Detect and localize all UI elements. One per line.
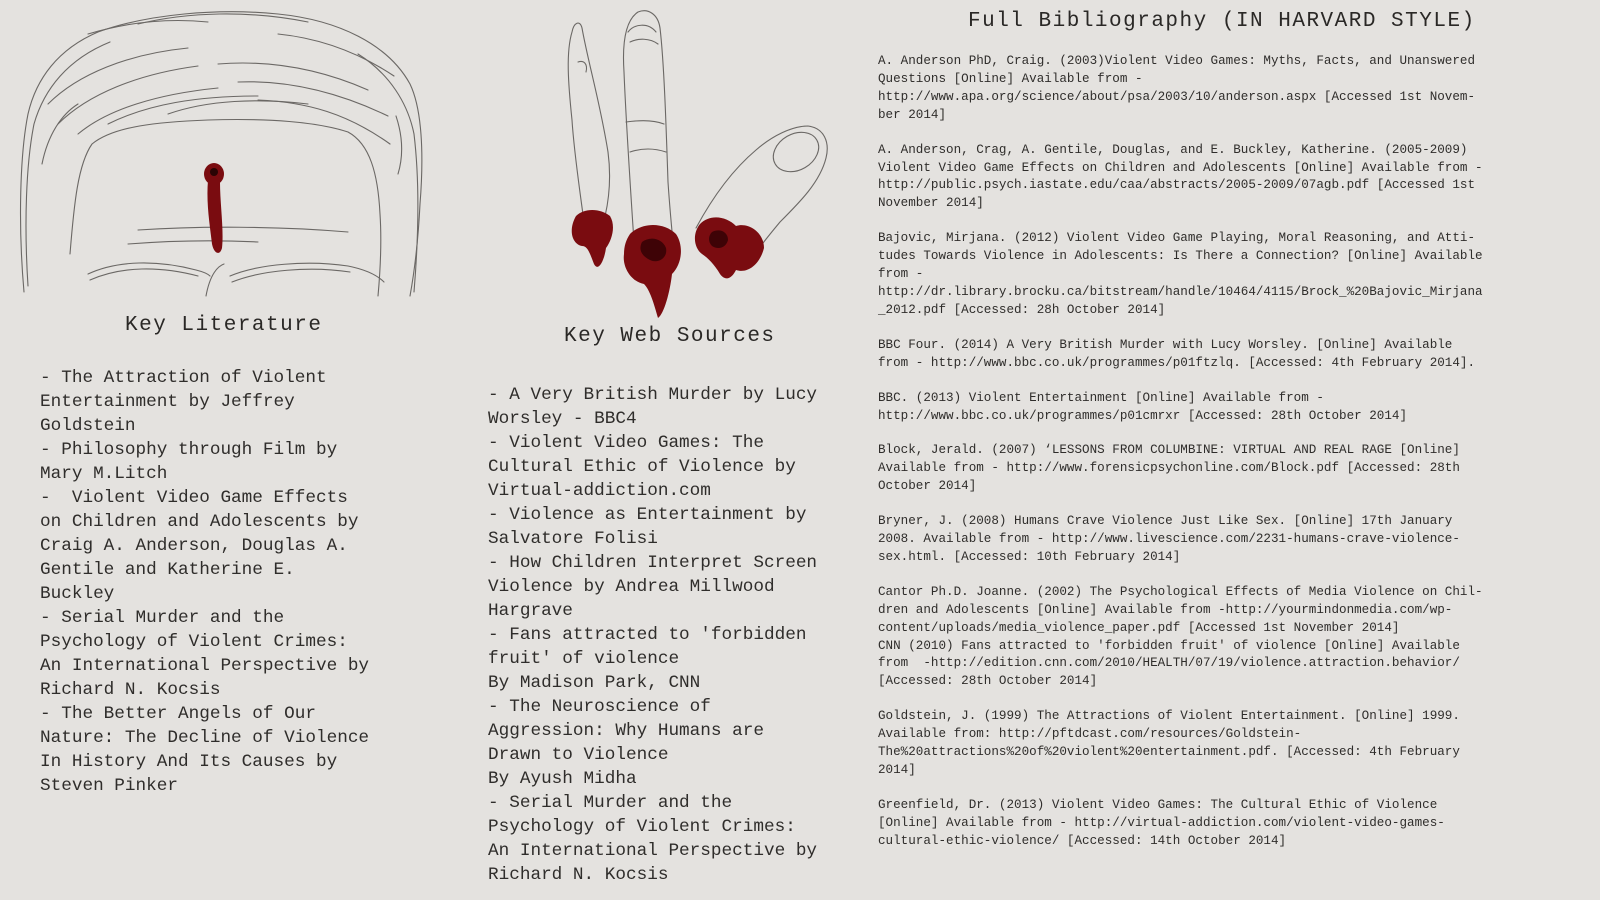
bibliography-entry: BBC Four. (2014) A Very British Murder with Lucy Worsley. [Online] Available from - http://www.bbc.co.uk/programmes/p01ftzlq. [Accessed: 4th February 2014].: [878, 337, 1476, 370]
forehead-wound-illustration: [18, 4, 428, 302]
list-item: - A Very British Murder by Lucy Worsley - BBC4: [488, 385, 818, 429]
key-literature-heading: Key Literature: [125, 314, 323, 337]
key-web-sources-heading: Key Web Sources: [564, 325, 776, 348]
list-item: - Serial Murder and the Psychology of Violent Crimes: An International Perspective by Richard N. Kocsis: [488, 793, 818, 885]
list-item: - Serial Murder and the Psychology of Violent Crimes: An International Perspective by Richard N. Kocsis: [40, 608, 370, 700]
list-item: - The Neuroscience of Aggression: Why Humans are Drawn to Violence By Ayush Midha: [488, 697, 764, 789]
list-item: - Philosophy through Film by Mary M.Litch: [40, 440, 338, 484]
bibliography-entry: Cantor Ph.D. Joanne. (2002) The Psychological Effects of Media Violence on Chil- dren and Adolescents [Online] Available from -http://yourmindonmedia.com/wp- content/uploads/media_violence_paper.pdf [Accessed 1st November 2014]: [878, 584, 1483, 635]
bibliography-entry: Block, Jerald. (2007) ‘LESSONS FROM COLUMBINE: VIRTUAL AND REAL RAGE [Online] Available from - http://www.forensicpsychonline.com/Block.pdf [Accessed: 28th October 2014]: [878, 443, 1460, 494]
bibliography-entry: A. Anderson, Crag, A. Gentile, Douglas, and E. Buckley, Katherine. (2005-2009) Violent Video Game Effects on Children and Adolescents [Online] Available from - http://public.psych.iastate.edu/caa/abstracts/2005-2009/07agb.pdf [Accessed 1st November 2014]: [878, 142, 1483, 211]
list-item: - Fans attracted to 'forbidden fruit' of violence By Madison Park, CNN: [488, 625, 807, 693]
bibliography-entry: Bryner, J. (2008) Humans Crave Violence Just Like Sex. [Online] 17th January 2008. Available from - http://www.livescience.com/2231-humans-crave-violence- sex.html. [Accessed: 10th February 2014]: [878, 514, 1460, 564]
list-item: - The Attraction of Violent Entertainment by Jeffrey Goldstein: [40, 368, 327, 436]
bibliography-entry: A. Anderson PhD, Craig. (2003)Violent Video Games: Myths, Facts, and Unanswered Questions [Online] Available from - http://www.apa.org/science/about/psa/2003/10/anderson.aspx [Accessed 1st Novem- ber 2014]: [878, 54, 1476, 122]
list-item: - The Better Angels of Our Nature: The Decline of Violence In History And Its Causes by Steven Pinker: [40, 704, 370, 796]
key-literature-list: [40, 366, 435, 798]
bibliography-heading: Full Bibliography (IN HARVARD STYLE): [968, 10, 1476, 33]
list-item: - How Children Interpret Screen Violence by Andrea Millwood Hargrave: [488, 553, 818, 621]
bibliography-entry: CNN (2010) Fans attracted to 'forbidden fruit' of violence [Online] Available from -http://edition.cnn.com/2010/HEALTH/07/19/violence.attraction.behavior/ [Accessed: 28th October 2014]: [878, 638, 1460, 689]
bibliography-entry: Bajovic, Mirjana. (2012) Violent Video Game Playing, Moral Reasoning, and Atti- tudes Towards Violence in Adolescents: Is There a Connection? [Online] Available from - http://dr.library.brocku.ca/bitstream/handle/10464/4115/Brock_%20Bajovic_Mirjana _2012.pdf [Accessed: 28h October 2014]: [878, 231, 1483, 317]
bibliography-entry: BBC. (2013) Violent Entertainment [Online] Available from - http://www.bbc.co.uk/programmes/p01cmrxr [Accessed: 28th October 2014]: [878, 390, 1408, 423]
bleeding-fingers-illustration: [560, 2, 840, 324]
list-item: - Violence as Entertainment by Salvatore Folisi: [488, 505, 807, 549]
bibliography-entry: Goldstein, J. (1999) The Attractions of Violent Entertainment. [Online] 1999. Available from: http://pftdcast.com/resources/Goldstein- The%20attractions%20of%20violent%20entertainment.pdf. [Accessed: 4th February 2014]: [878, 709, 1460, 777]
list-item: - Violent Video Game Effects on Children and Adolescents by Craig A. Anderson, Douglas A. Gentile and Katherine E. Buckley: [40, 488, 359, 604]
bibliography-entry: Greenfield, Dr. (2013) Violent Video Games: The Cultural Ethic of Violence [Online] Available from - http://virtual-addiction.com/violent-video-games- cultural-ethic-violence/ [Accessed: 14th October 2014]: [878, 797, 1445, 848]
key-web-sources-list: [488, 383, 868, 887]
list-item: - Violent Video Games: The Cultural Ethic of Violence by Virtual-addiction.com: [488, 433, 796, 501]
bibliography-list: [878, 53, 1596, 868]
